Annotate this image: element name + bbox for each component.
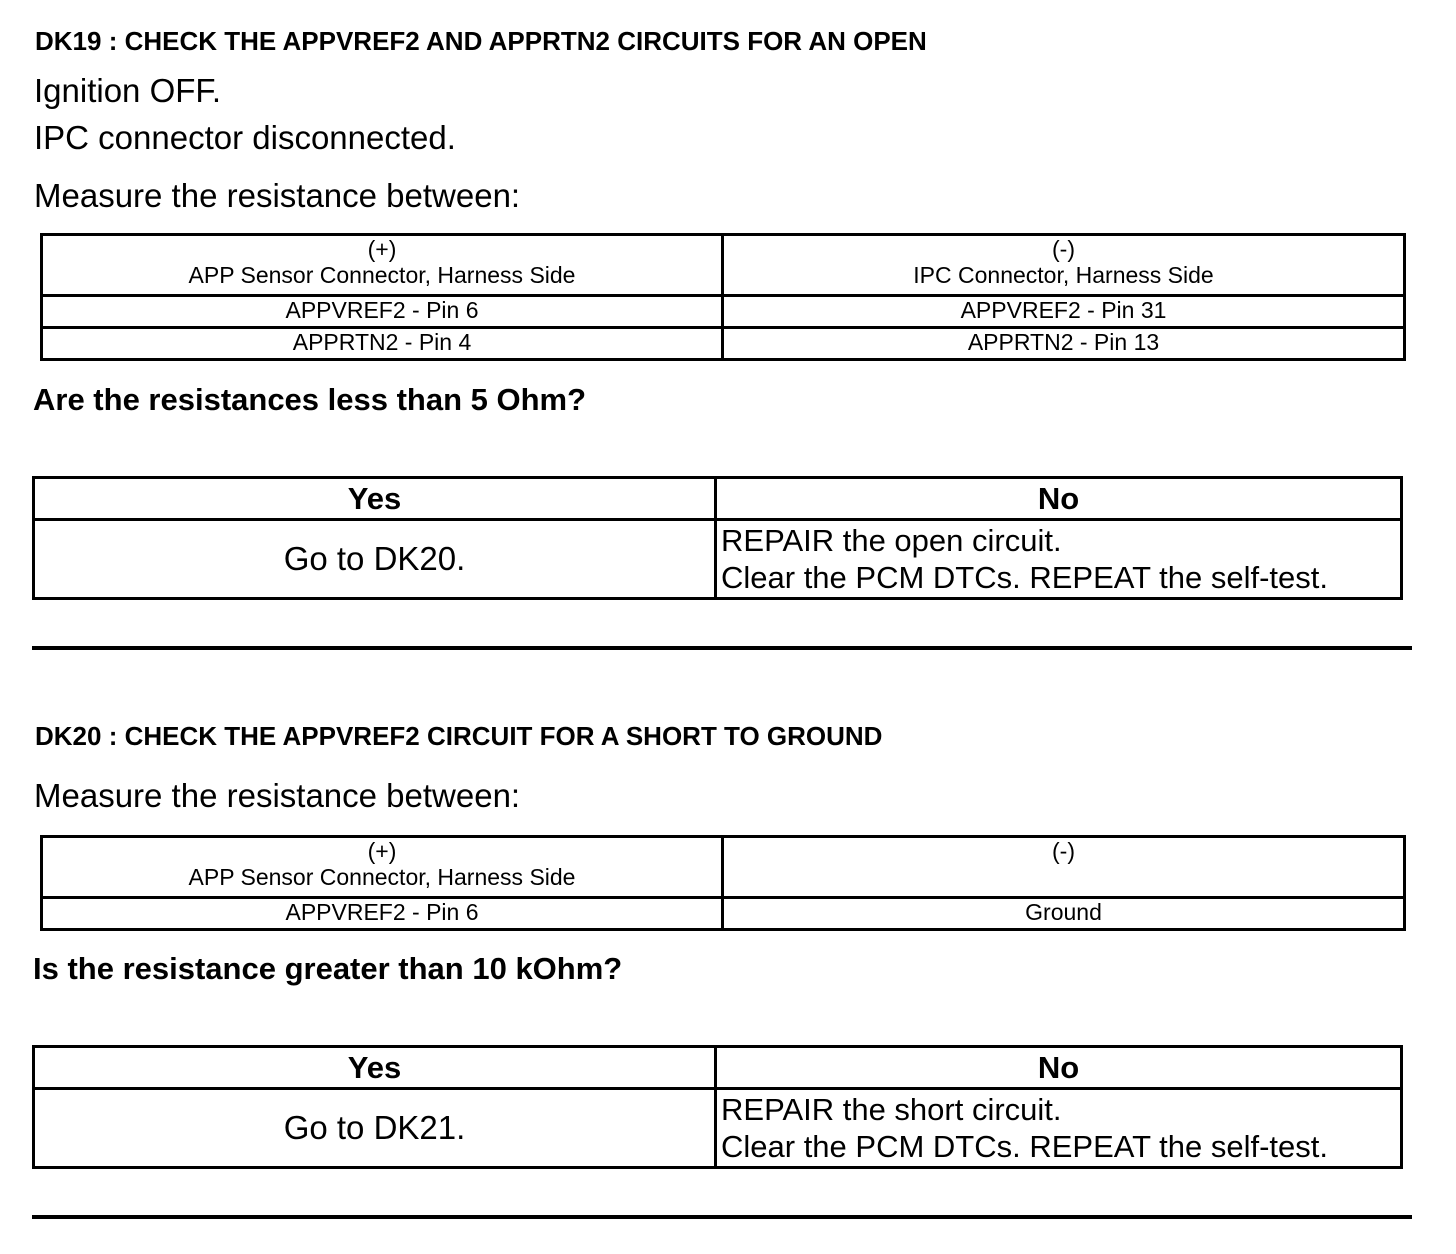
dk19-measure-label: Measure the resistance between:	[34, 177, 521, 214]
positive-connector-label: APP Sensor Connector, Harness Side	[188, 864, 576, 890]
dk19-title: DK19 : CHECK THE APPVREF2 AND APPRTN2 CIRCUITS FOR AN OPEN	[35, 26, 927, 56]
dk19-question: Are the resistances less than 5 Ohm?	[33, 382, 587, 417]
positive-sign: (+)	[367, 838, 397, 864]
section-divider	[32, 646, 1412, 650]
no-action-line: REPAIR the open circuit.	[721, 523, 1062, 558]
dk20-result-table	[32, 1045, 1403, 1169]
table-row	[42, 328, 1405, 360]
dk20-question: Is the resistance greater than 10 kOhm?	[33, 951, 623, 986]
dk19-result-table	[32, 476, 1403, 600]
dk19-condition-connector: IPC connector disconnected.	[34, 119, 456, 156]
yes-action: Go to DK20.	[34, 520, 716, 599]
table-row	[42, 898, 1405, 930]
positive-connector-label: APP Sensor Connector, Harness Side	[188, 262, 576, 288]
positive-probe-header	[42, 837, 723, 898]
dk20-measure-table	[40, 835, 1406, 931]
yes-header: Yes	[34, 478, 716, 520]
negative-probe-header	[723, 837, 1405, 898]
no-action	[716, 520, 1402, 599]
table-cell: APPVREF2 - Pin 31	[723, 296, 1405, 328]
no-action-line: Clear the PCM DTCs. REPEAT the self-test.	[721, 560, 1328, 595]
section-divider	[32, 1215, 1412, 1219]
no-header: No	[716, 1047, 1402, 1089]
dk20-title: DK20 : CHECK THE APPVREF2 CIRCUIT FOR A SHORT TO GROUND	[35, 721, 883, 751]
dk19-measure-table	[40, 233, 1406, 361]
no-action-line: Clear the PCM DTCs. REPEAT the self-test.	[721, 1129, 1328, 1164]
no-action-line: REPAIR the short circuit.	[721, 1092, 1062, 1127]
table-header-row	[42, 837, 1405, 898]
negative-sign: (-)	[1052, 236, 1075, 262]
table-cell: APPVREF2 - Pin 6	[42, 898, 723, 930]
negative-sign: (-)	[1052, 838, 1075, 864]
table-cell: Ground	[723, 898, 1405, 930]
yes-action: Go to DK21.	[34, 1089, 716, 1168]
dk20-measure-label: Measure the resistance between:	[34, 777, 521, 814]
positive-probe-header	[42, 235, 723, 296]
negative-probe-header	[723, 235, 1405, 296]
no-header: No	[716, 478, 1402, 520]
positive-sign: (+)	[367, 236, 397, 262]
negative-connector-label: IPC Connector, Harness Side	[913, 262, 1214, 288]
no-action	[716, 1089, 1402, 1168]
table-cell: APPVREF2 - Pin 6	[42, 296, 723, 328]
table-cell: APPRTN2 - Pin 13	[723, 328, 1405, 360]
table-header-row	[42, 235, 1405, 296]
dk19-condition-ignition: Ignition OFF.	[34, 72, 222, 109]
table-cell: APPRTN2 - Pin 4	[42, 328, 723, 360]
table-row	[42, 296, 1405, 328]
yes-header: Yes	[34, 1047, 716, 1089]
